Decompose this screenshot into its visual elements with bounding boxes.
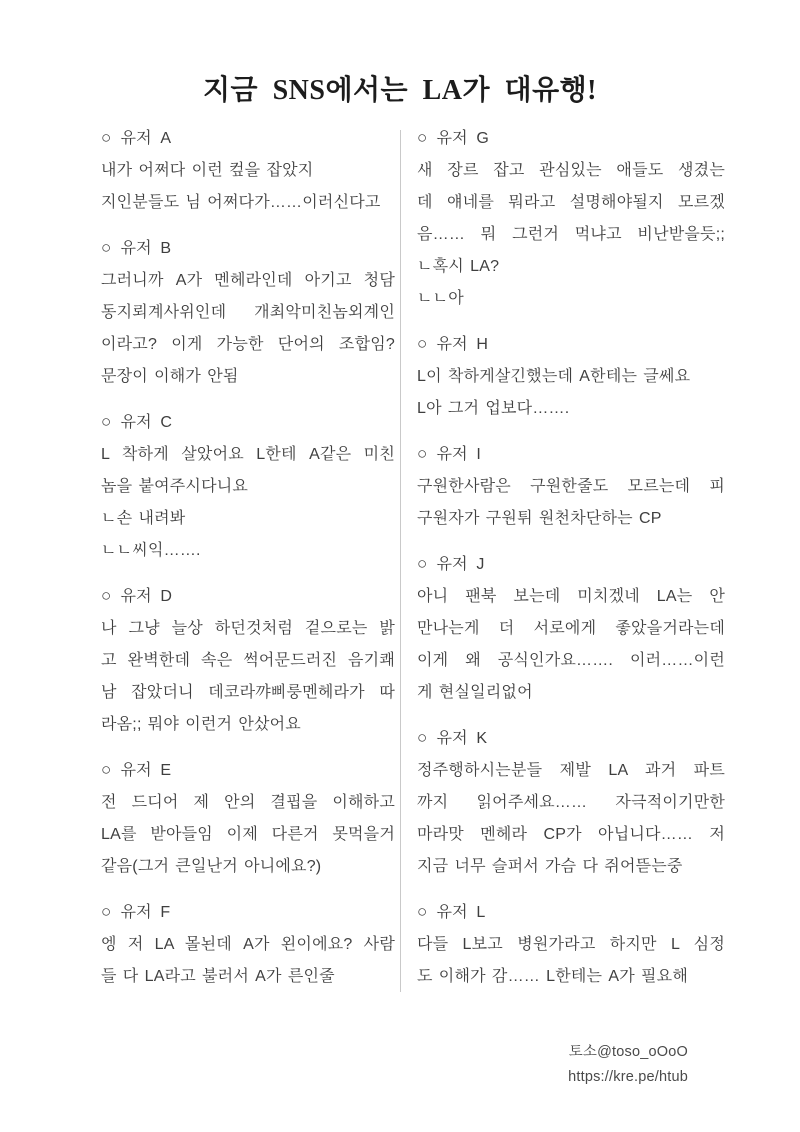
user-section-f — [101, 896, 395, 993]
comment-line: 음…… 뭐 그런거 먹냐고 비난받을듯;; — [417, 226, 725, 243]
circle-bullet-icon: ○ — [417, 902, 428, 921]
comment-line: 만나는게 더 서로에게 좋았을거라는데 — [417, 620, 725, 637]
user-section-j — [417, 548, 725, 709]
user-header-b — [101, 232, 395, 265]
reply-line: ㄴ혹시 LA? — [417, 258, 500, 275]
comment-line: L아 그거 업보다……. — [417, 400, 570, 417]
reply-line: ㄴ손 내려봐 — [101, 510, 186, 527]
comment-line: L 착하게 살았어요 L한테 A같은 미친 — [101, 446, 395, 463]
user-header-k — [417, 722, 725, 755]
comment-line: 마라맛 멘헤라 CP가 아닙니다…… 저 — [417, 826, 725, 843]
user-label: 유저 K — [436, 730, 488, 747]
page-title: 지금 SNS에서는 LA가 대유행! — [202, 75, 598, 106]
comment-line: 놈을 붙여주시다니요 — [101, 478, 249, 495]
user-label: 유저 E — [120, 762, 172, 779]
column-left — [101, 122, 395, 1006]
user-header-c — [101, 406, 395, 439]
comment-line: 다들 L보고 병원가라고 하지만 L 심정 — [417, 936, 725, 953]
comment-line: 아니 팬북 보는데 미치겠네 LA는 안 — [417, 588, 725, 605]
user-section-h — [417, 328, 725, 425]
comment-line: L이 착하게살긴했는데 A한테는 글쎄요 — [417, 368, 691, 385]
user-section-d — [101, 580, 395, 741]
user-section-c — [101, 406, 395, 567]
column-right — [417, 122, 725, 1006]
circle-bullet-icon: ○ — [417, 128, 428, 147]
circle-bullet-icon: ○ — [417, 728, 428, 747]
circle-bullet-icon: ○ — [101, 760, 112, 779]
comment-line: 지금 너무 슬퍼서 가슴 다 쥐어뜯는중 — [417, 858, 683, 875]
user-section-i — [417, 438, 725, 535]
comment-line: 고 완벽한데 속은 썩어문드러진 음기쾌 — [101, 652, 395, 669]
user-header-j — [417, 548, 725, 581]
comment-line: 나 그냥 늘상 하던것처럼 겉으로는 밝 — [101, 620, 395, 637]
user-header-i — [417, 438, 725, 471]
circle-bullet-icon: ○ — [417, 334, 428, 353]
columns — [101, 122, 725, 1006]
reply-line: ㄴㄴ씨익……. — [101, 542, 201, 559]
comment-line: LA를 받아들임 이제 다른거 못먹을거 — [101, 826, 395, 843]
user-label: 유저 A — [120, 130, 172, 147]
comment-line: 들 다 LA라고 불러서 A가 른인줄 — [101, 968, 335, 985]
circle-bullet-icon: ○ — [101, 128, 112, 147]
comment-line: 도 이해가 감…… L한테는 A가 필요해 — [417, 968, 688, 985]
user-section-e — [101, 754, 395, 883]
comment-line: 이게 왜 공식인가요……. 이러……이런 — [417, 652, 725, 669]
user-header-d — [101, 580, 395, 613]
comment-line: 라옴;; 뭐야 이런거 안샀어요 — [101, 716, 301, 733]
comment-line: 구원한사람은 구원한줄도 모르는데 피 — [417, 478, 725, 495]
user-label: 유저 C — [120, 414, 173, 431]
user-section-a — [101, 122, 395, 219]
comment-line: 까지 읽어주세요…… 자극적이기만한 — [417, 794, 725, 811]
user-header-g — [417, 122, 725, 155]
comment-line: 정주행하시는분들 제발 LA 과거 파트 — [417, 762, 725, 779]
column-divider — [400, 130, 401, 992]
user-label: 유저 B — [120, 240, 172, 257]
comment-line: 데 얘네를 뭐라고 설명해야될지 모르겠 — [417, 194, 725, 211]
circle-bullet-icon: ○ — [417, 554, 428, 573]
circle-bullet-icon: ○ — [101, 586, 112, 605]
comment-line: 전 드디어 제 안의 결핍을 이해하고 — [101, 794, 395, 811]
user-section-k — [417, 722, 725, 883]
comment-line: 지인분들도 님 어쩌다가……이러신다고 — [101, 194, 381, 211]
user-section-b — [101, 232, 395, 393]
comment-line: 새 장르 잡고 관심있는 애들도 생겼는 — [417, 162, 725, 179]
footer-credit: 토소@toso_oOoO — [568, 1044, 688, 1060]
user-label: 유저 L — [436, 904, 486, 921]
circle-bullet-icon: ○ — [101, 412, 112, 431]
comment-line: 같음(그거 큰일난거 아니에요?) — [101, 858, 322, 875]
user-header-e — [101, 754, 395, 787]
comment-line: 구원자가 구원튀 원천차단하는 CP — [417, 510, 662, 527]
comment-line: 동지뢰계사위인데 개최악미친놈외계인 — [101, 304, 395, 321]
comment-line: 남 잡았더니 데코라꺄삐룽멘헤라가 따 — [101, 684, 395, 701]
user-section-g — [417, 122, 725, 315]
user-header-l — [417, 896, 725, 929]
user-section-l — [417, 896, 725, 993]
user-header-f — [101, 896, 395, 929]
user-header-h — [417, 328, 725, 361]
user-label: 유저 D — [120, 588, 173, 605]
user-header-a — [101, 122, 395, 155]
comment-line: 내가 어쩌다 이런 컾을 잡았지 — [101, 162, 314, 179]
footer-url: https://kre.pe/htub — [568, 1069, 688, 1085]
comment-line: 문장이 이해가 안됨 — [101, 368, 239, 385]
circle-bullet-icon: ○ — [101, 902, 112, 921]
comment-line: 엥 저 LA 몰뇐데 A가 왼이에요? 사람 — [101, 936, 395, 953]
user-label: 유저 G — [436, 130, 490, 147]
user-label: 유저 F — [120, 904, 171, 921]
comment-line: 게 현실일리없어 — [417, 684, 533, 701]
user-label: 유저 I — [436, 446, 482, 463]
footer — [568, 1040, 688, 1090]
comment-line: 그러니까 A가 멘헤라인데 아기고 청담 — [101, 272, 395, 289]
comment-line: 이라고? 이게 가능한 단어의 조합임? — [101, 336, 395, 353]
user-label: 유저 H — [436, 336, 489, 353]
circle-bullet-icon: ○ — [417, 444, 428, 463]
circle-bullet-icon: ○ — [101, 238, 112, 257]
reply-line: ㄴㄴ아 — [417, 290, 464, 307]
user-label: 유저 J — [436, 556, 485, 573]
